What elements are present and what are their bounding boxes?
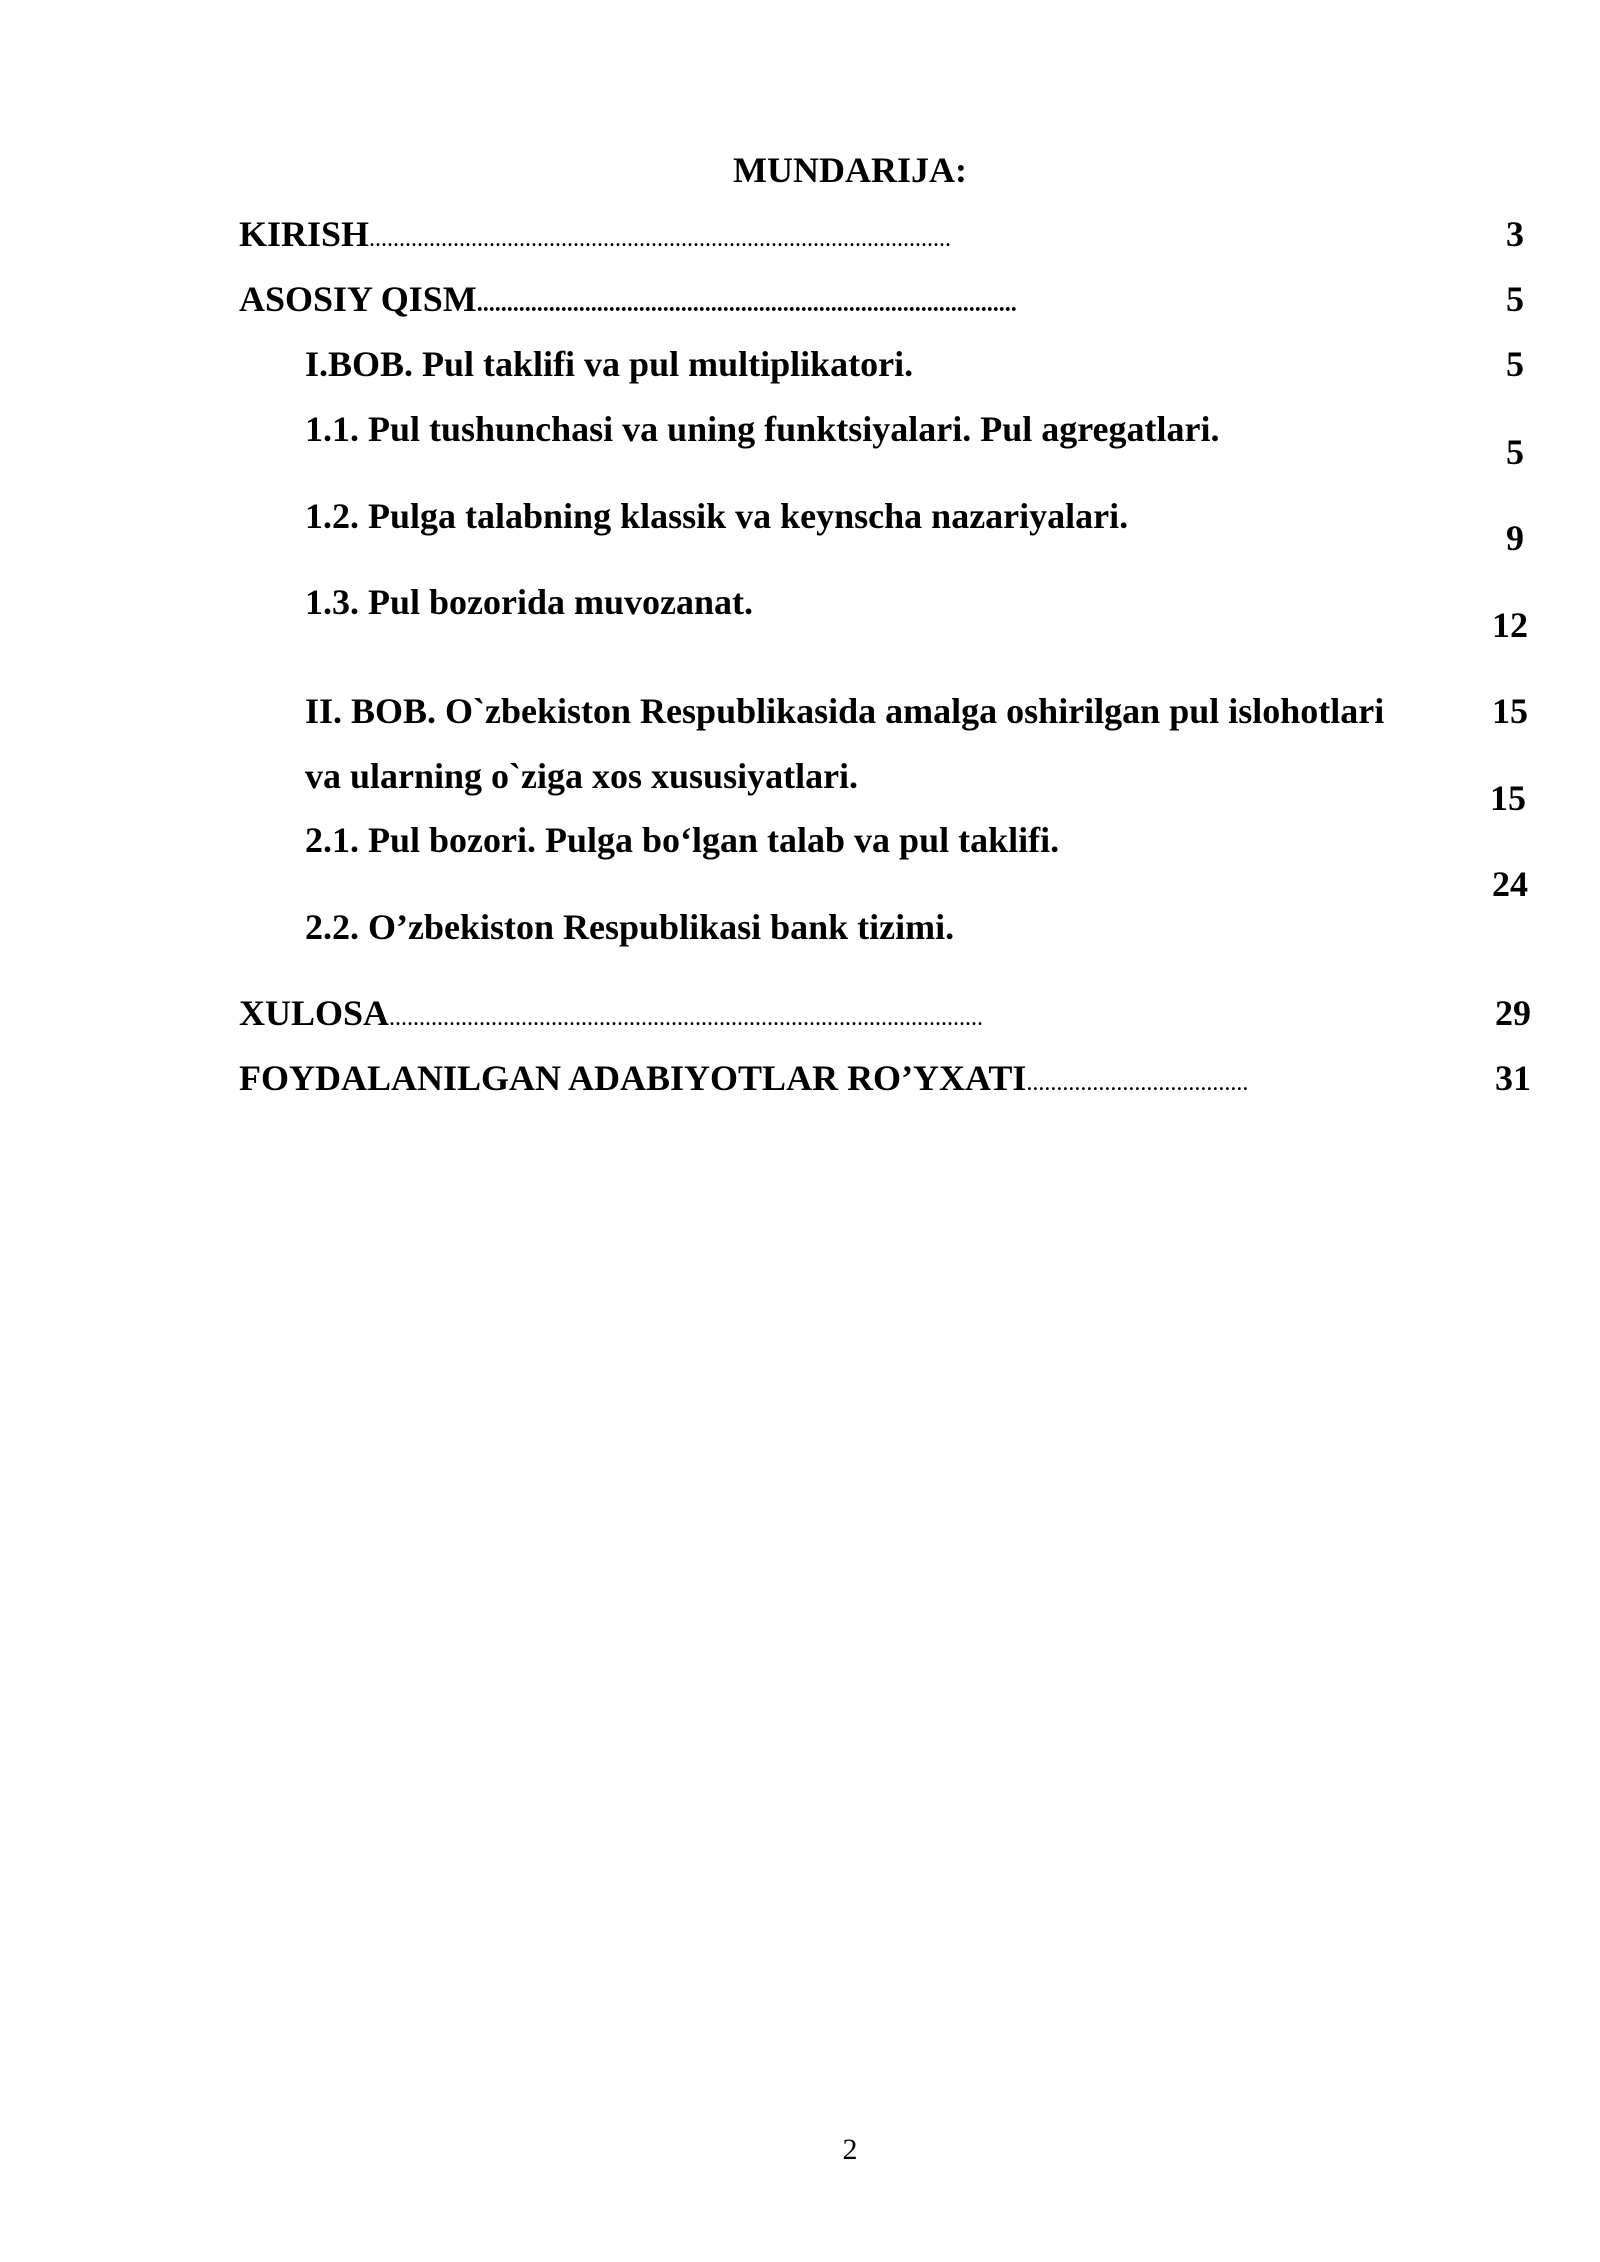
toc-page-number: 15 (1490, 778, 1526, 818)
toc-entry-section-1-2: 1.2. Pulga talabning klassik va keynscha nazariyalari. (305, 496, 1129, 536)
toc-leader: .......................................................................................... (476, 291, 1017, 317)
toc-leader: ................................................................................................... (389, 1005, 984, 1031)
toc-entry-asosiy-qism (239, 277, 1017, 326)
toc-entry-bibliography (239, 1056, 1248, 1105)
toc-entry-label: KIRISH (239, 214, 370, 254)
toc-entry-chapter-2: II. BOB. O`zbekiston Respublikasida amalga oshirilgan pul islohotlari (305, 691, 1385, 731)
page-footer-number: 2 (842, 2133, 858, 2166)
toc-entry-label: FOYDALANILGAN ADABIYOTLAR RO’YXATI (239, 1058, 1027, 1098)
toc-page-number: 31 (1495, 1058, 1531, 1098)
toc-entry-chapter-2-cont: va ularning o`ziga xos xususiyatlari. (305, 756, 859, 796)
toc-page-number: 3 (1506, 214, 1524, 254)
toc-page-number: 12 (1492, 605, 1528, 645)
toc-title: MUNDARIJA: (733, 150, 967, 190)
toc-entry-label: XULOSA (239, 993, 390, 1033)
toc-entry-section-2-2: 2.2. O’zbekiston Respublikasi bank tizimi. (305, 907, 955, 947)
toc-entry-section-1-3: 1.3. Pul bozorida muvozanat. (305, 582, 754, 622)
toc-entry-xulosa (239, 991, 983, 1040)
toc-entry-chapter-1: I.BOB. Pul taklifi va pul multiplikatori. (305, 344, 914, 384)
toc-entry-kirish (239, 212, 951, 261)
toc-page-number: 5 (1506, 344, 1524, 384)
toc-page-number: 24 (1492, 864, 1528, 904)
toc-entry-section-2-1: 2.1. Pul bozori. Pulga bo‘lgan talab va pul taklifi. (305, 820, 1060, 860)
toc-leader: ..................................... (1026, 1070, 1249, 1096)
toc-page-number: 29 (1495, 993, 1531, 1033)
toc-leader: ................................................................................................. (369, 226, 952, 252)
toc-page-number: 5 (1506, 279, 1524, 319)
toc-entry-label: ASOSIY QISM (239, 279, 477, 319)
toc-page-number: 15 (1492, 691, 1528, 731)
toc-page-number: 9 (1506, 518, 1524, 558)
toc-entry-section-1-1: 1.1. Pul tushunchasi va uning funktsiyalari. Pul agregatlari. (305, 409, 1220, 449)
toc-page-number: 5 (1506, 432, 1524, 472)
